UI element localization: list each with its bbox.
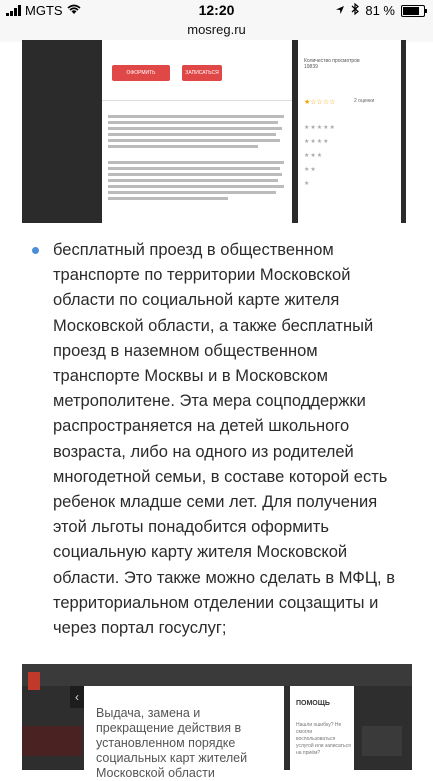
chevron-left-icon: ‹ xyxy=(70,686,84,708)
emblem-icon xyxy=(28,672,40,690)
rating-count: 2 оценки xyxy=(354,98,375,104)
star-icon: ★☆☆☆☆ xyxy=(304,99,336,106)
battery-icon xyxy=(401,5,425,17)
status-bar xyxy=(0,0,433,20)
article-paragraph: бесплатный проезд в общественном транспорте по территории Московской области по социальной карте жителя Московской области, а также бесплатный проезд в наземном общественном транспорте Москвы и в Московском метрополитене. Эта мера соцподдержки распространяется на детей школьного возраста, либо на одного из родителей многодетной семьи, в составе которой есть ребенок младше семи лет. Для получения этой льготы понадобится оформить социальную карту жителя Московской области. Это также можно сделать в МФЦ, в территориальном отделении соцзащиты и через портал госуслуг; xyxy=(53,241,395,638)
rating-row: ★★ xyxy=(304,167,317,173)
help-title: ПОМОЩЬ xyxy=(296,700,330,707)
apply-button: ОФОРМИТЬ ЗАЯВЛЕНИЕ xyxy=(112,65,170,81)
help-panel xyxy=(290,686,354,770)
bullet-icon xyxy=(32,247,39,254)
clock: 12:20 xyxy=(198,2,235,18)
screenshot-action-card xyxy=(102,40,292,100)
rating-row: ★★★★★ xyxy=(304,125,336,131)
carrier-name: MGTS xyxy=(25,3,63,18)
status-right xyxy=(335,3,425,18)
rating-row: ★★★★ xyxy=(304,139,330,145)
rating-row: ★ xyxy=(304,181,311,187)
screenshot-stats-panel xyxy=(298,40,401,223)
screenshot-side-block xyxy=(362,726,402,756)
screenshot-banner xyxy=(22,726,82,756)
views-label: Количество просмотров 19839 xyxy=(304,58,360,70)
battery-fill xyxy=(403,7,419,15)
location-icon xyxy=(335,3,345,18)
embedded-screenshot-bottom xyxy=(22,664,412,780)
screenshot-sidebar xyxy=(22,40,102,223)
battery-percent: 81 % xyxy=(365,3,395,18)
url-bar[interactable]: mosreg.ru xyxy=(0,20,433,42)
signup-button: ЗАПИСАТЬСЯ xyxy=(182,65,222,81)
help-text: Нашли ошибку? Не смогли воспользоваться услугой или записаться на приём? xyxy=(296,722,351,756)
screenshot-text-block xyxy=(102,100,292,224)
embedded-screenshot-top xyxy=(22,40,406,223)
service-title: Выдача, замена и прекращение действия в установленном порядке социальных карт жителей Московской области xyxy=(96,706,248,780)
bluetooth-icon xyxy=(351,3,359,18)
service-card xyxy=(84,686,284,780)
screenshot-header xyxy=(22,664,412,686)
rating-row: ★★★ xyxy=(304,153,324,159)
